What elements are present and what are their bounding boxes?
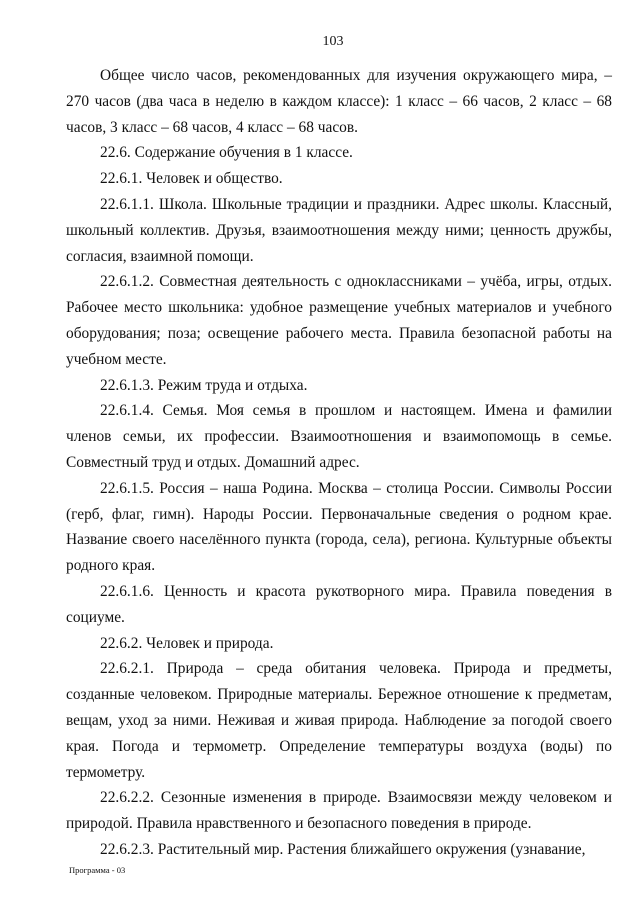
body-text <box>66 63 612 863</box>
paragraph-section-22-6-1-6: 22.6.1.6. Ценность и красота рукотворного мира. Правила поведения в социуме. <box>66 582 612 626</box>
paragraph-hours-total: Общее число часов, рекомендованных для изучения окружающего мира, – 270 часов (два часа в неделю в каждом классе): 1 класс – 66 часов, 2 класс – 68 часов, 3 класс – 68 часов, 4 класс – 68 часов. <box>66 67 612 136</box>
paragraph-section-22-6-1-3: 22.6.1.3. Режим труда и отдыха. <box>100 376 308 394</box>
footer-program-label: Программа - 03 <box>69 865 126 875</box>
paragraph-section-22-6-1-5: 22.6.1.5. Россия – наша Родина. Москва – столица России. Символы России (герб, флаг, гимн). Народы России. Первоначальные сведения о родном крае. Название своего населённого пункта (города, села), региона. Культурные объекты родного края. <box>66 479 612 575</box>
paragraph-section-22-6-1: 22.6.1. Человек и общество. <box>100 170 283 188</box>
paragraph-section-22-6-1-2: 22.6.1.2. Совместная деятельность с одноклассниками – учёба, игры, отдых. Рабочее место школьника: удобное размещение учебных материалов и учебного оборудования; поза; освещение рабочего места. Правила безопасной работы на учебном месте. <box>66 273 612 368</box>
paragraph-section-22-6: 22.6. Содержание обучения в 1 классе. <box>100 144 353 162</box>
paragraph-section-22-6-1-1: 22.6.1.1. Школа. Школьные традиции и праздники. Адрес школы. Классный, школьный коллектив. Друзья, взаимоотношения между ними; ценность дружбы, согласия, взаимной помощи. <box>66 195 612 265</box>
paragraph-section-22-6-2-2: 22.6.2.2. Сезонные изменения в природе. Взаимосвязи между человеком и природой. Правила нравственного и безопасного поведения в природе. <box>66 789 612 833</box>
paragraph-section-22-6-1-4: 22.6.1.4. Семья. Моя семья в прошлом и настоящем. Имена и фамилии членов семьи, их профессии. Взаимоотношения и взаимопомощь в семье. Совместный труд и отдых. Домашний адрес. <box>66 402 612 471</box>
paragraph-section-22-6-2-1: 22.6.2.1. Природа – среда обитания человека. Природа и предметы, созданные человеком. Природные материалы. Бережное отношение к предметам, вещам, уход за ними. Неживая и живая природа. Наблюдение за погодой своего края. Погода и термометр. Определение температуры воздуха (воды) по термометру. <box>66 660 612 781</box>
page-number: 103 <box>322 34 344 49</box>
paragraph-section-22-6-2: 22.6.2. Человек и природа. <box>100 634 274 652</box>
paragraph-section-22-6-2-3: 22.6.2.3. Растительный мир. Растения ближайшего окружения (узнавание, <box>100 840 586 858</box>
